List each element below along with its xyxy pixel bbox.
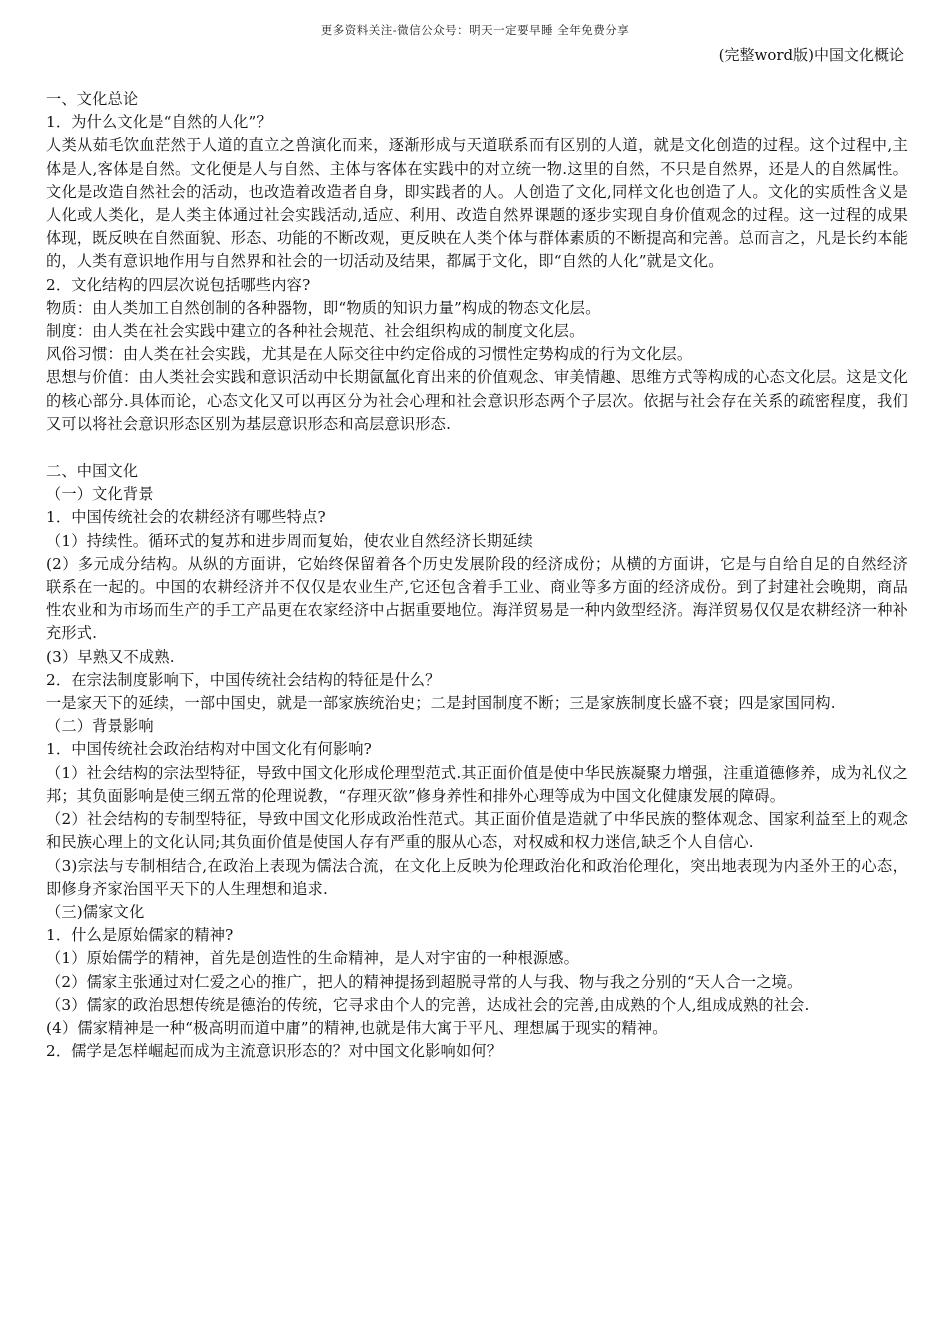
question: 2．在宗法制度影响下，中国传统社会结构的特征是什么？ [46,670,441,689]
answer-paragraph: （2）儒家主张通过对仁爱之心的推广，把人的精神提扬到超脱寻常的人与我、物与我之分别的“天人合一之境。 [46,972,803,991]
answer-paragraph: （1）社会结构的宗法型特征，导致中国文化形成伦理型范式.其正面价值是使中华民族凝聚力增强，注重道德修养，成为礼仪之邦；其负面影响是使三纲五常的伦理说教，“存理灭欲”修身养性和排外心理等成为中国文化健康发展的障碍。 [46,763,908,805]
section-spacer [46,436,908,460]
question: 1．为什么文化是“自然的人化”？ [46,113,272,132]
answer-paragraph: 人类从茹毛饮血茫然于人道的直立之兽演化而来，逐渐形成与天道联系而有区别的人道，就是文化创造的过程。这个过程中,主体是人,客体是自然。文化便是人与自然、主体与客体在实践中的对立统一物.这里的自然，不只是自然界，还是人的自然属性。文化是改造自然社会的活动，也改造着改造者自身，即实践者的人。人创造了文化,同样文化也创造了人。文化的实质性含义是人化或人类化，是人类主体通过社会实践活动,适应、利用、改造自然界课题的逐步实现自身价值观念的过程。这一过程的成果体现，既反映在自然面貌、形态、功能的不断改观，更反映在人类个体与群体素质的不断提高和完善。总而言之，凡是长约本能的，人类有意识地作用与自然界和社会的一切活动及结果，都属于文化，即“自然的人化”就是文化。 [46,136,908,271]
subsection-heading: （一）文化背景 [46,485,154,504]
answer-paragraph: (2）多元成分结构。从纵的方面讲，它始终保留着各个历史发展阶段的经济成份；从横的方面讲，它是与自给自足的自然经济联系在一起的。中国的农耕经济并不仅仅是农业生产,它还包含着手工业、商业等多方面的经济成份。到了封建社会晚期，商品性农业和为市场而生产的手工产品更在农家经济中占据重要地位。海洋贸易是一种内敛型经济。海洋贸易仅仅是农耕经济一种补充形式. [46,554,908,643]
answer-paragraph: 物质：由人类加工自然创制的各种器物，即“物质的知识力量”构成的物态文化层。 [46,298,601,317]
answer-paragraph: （1）持续性。循环式的复苏和进步周而复始，使农业自然经济长期延续 [46,531,533,550]
question: 1．中国传统社会政治结构对中国文化有何影响? [46,740,372,759]
answer-paragraph: （2）社会结构的专制型特征，导致中国文化形成政治性范式。其正面价值是造就了中华民族的整体观念、国家利益至上的观念和民族心理上的文化认同;其负面价值是使国人存有严重的服从心态，对权威和权力迷信,缺乏个人自信心. [46,810,908,852]
question: 2．儒学是怎样崛起而成为主流意识形态的？对中国文化影响如何？ [46,1042,503,1061]
header-notice: 更多资料关注-微信公众号：明天一定要早睡 全年免费分享 [320,23,630,37]
subsection-heading: （二）背景影响 [46,717,154,736]
answer-paragraph: (3）早熟又不成熟. [46,647,175,666]
question: 2．文化结构的四层次说包括哪些内容? [46,275,311,294]
question: 1．什么是原始儒家的精神? [46,926,234,945]
document-title: (完整word版)中国文化概论 [718,46,904,64]
section-heading: 一、文化总论 [46,90,139,108]
answer-paragraph: 风俗习惯：由人类在社会实践，尤其是在人际交往中约定俗成的习惯性定势构成的行为文化层。 [46,345,693,364]
answer-paragraph: （3)宗法与专制相结合,在政治上表现为儒法合流，在文化上反映为伦理政治化和政治伦理化，突出地表现为内圣外王的心态，即修身齐家治国平天下的人生理想和追求. [46,856,908,898]
section-heading: 二、中国文化 [46,462,139,481]
answer-paragraph: 制度：由人类在社会实践中建立的各种社会规范、社会组织构成的制度文化层。 [46,322,585,341]
question: 1．中国传统社会的农耕经济有哪些特点? [46,508,326,527]
answer-paragraph: 一是家天下的延续，一部中国史，就是一部家族统治史；二是封国制度不断；三是家族制度长盛不衰；四是家国同构. [46,694,836,713]
answer-paragraph: （1）原始儒学的精神，首先是创造性的生命精神，是人对宇宙的一种根源感。 [46,949,580,968]
subsection-heading: （三)儒家文化 [46,902,145,921]
answer-paragraph: (4）儒家精神是一种“极高明而道中庸”的精神,也就是伟大寓于平凡、理想属于现实的精神。 [46,1018,668,1037]
answer-paragraph: （3）儒家的政治思想传统是德治的传统，它寻求由个人的完善，达成社会的完善,由成熟的个人,组成成熟的社会. [46,995,810,1014]
answer-paragraph: 思想与价值：由人类社会实践和意识活动中长期氤氲化育出来的价值观念、审美情趣、思维方式等构成的心态文化层。这是文化的核心部分.具体而论，心态文化又可以再区分为社会心理和社会意识形态两个子层次。依据与社会存在关系的疏密程度，我们又可以将社会意识形态区别为基层意识形态和高层意识形态. [46,368,908,433]
document-body [46,88,908,1063]
